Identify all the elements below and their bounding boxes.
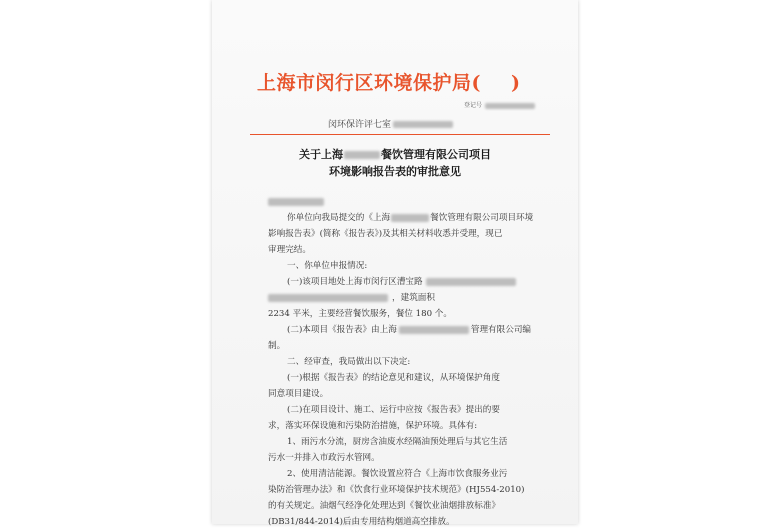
issuer-name: 上海市闵行区环境保护局( bbox=[257, 72, 481, 94]
issuer-header bbox=[257, 68, 557, 95]
body-line: 污水一并排入市政污水管网。 bbox=[268, 453, 380, 463]
body-line: 审理完结。 bbox=[268, 245, 311, 255]
body-line: (二)在项目设计、施工、运行中应按《报告表》提出的要 bbox=[287, 405, 500, 415]
salutation bbox=[268, 194, 324, 210]
title-suffix: 餐饮管理有限公司项目 bbox=[381, 148, 491, 161]
body-line: 制。 bbox=[268, 341, 286, 351]
redacted-address bbox=[426, 278, 516, 286]
redacted-preparer bbox=[399, 326, 469, 334]
redacted-reg-number bbox=[485, 103, 535, 109]
redacted-text bbox=[391, 214, 429, 222]
body-line: 二、经审查，我局做出以下决定: bbox=[287, 357, 411, 367]
doc-number-label: 闵环保许评七室 bbox=[328, 120, 392, 130]
document-title-line2: 环境影响报告表的审批意见 bbox=[329, 165, 461, 178]
issuer-paren-close: ) bbox=[511, 72, 521, 94]
body-line: 2234 平米，主要经营餐饮服务，餐位 180 个。 bbox=[268, 309, 452, 319]
body-line: 一、你单位申报情况: bbox=[287, 261, 368, 271]
title-prefix: 关于上海 bbox=[299, 148, 343, 161]
redacted-doc-number bbox=[393, 121, 453, 128]
redacted-address-cont bbox=[268, 294, 388, 302]
body-line: 影响报告表》(简称《报告表》)及其相关材料收悉并受理，现已 bbox=[268, 229, 503, 239]
body-line: (DB31/844-2014)后由专用结构烟道高空排放。 bbox=[268, 517, 455, 527]
body-line: 染防治管理办法》和《饮食行业环境保护技术规范》(HJ554-2010) bbox=[268, 485, 525, 495]
document-number bbox=[328, 117, 453, 130]
body-line: 的有关规定。油烟气经净化处理达到《餐饮业油烟排放标准》 bbox=[268, 501, 501, 511]
body-line: 2、使用清洁能源。餐饮设置应符合《上海市饮食服务业污 bbox=[287, 469, 508, 479]
body-line: 求，落实环保设施和污染防治措施，保护环境。具体有: bbox=[268, 421, 478, 431]
body-line: 你单位向我局提交的《上海 餐饮管理有限公司项目环境 bbox=[287, 213, 534, 223]
document-page bbox=[212, 0, 578, 527]
redacted-company-name bbox=[344, 151, 380, 159]
body-line: 同意项目建设。 bbox=[268, 389, 329, 399]
body-line: ，建筑面积 bbox=[268, 290, 435, 306]
redacted-addressee bbox=[268, 198, 324, 206]
body-line: (二)本项目《报告表》由上海 管理有限公司编 bbox=[287, 325, 532, 335]
registration-number bbox=[464, 100, 535, 109]
body-line: (一)该项目地处上海市闵行区漕宝路 bbox=[287, 274, 519, 290]
body-line: (一)根据《报告表》的结论意见和建议，从环境保护角度 bbox=[287, 373, 500, 383]
body-line: 1、雨污水分流，厨房含油废水经隔油预处理后与其它生活 bbox=[287, 437, 508, 447]
header-divider bbox=[250, 134, 550, 135]
reg-label: 登记号 bbox=[464, 102, 483, 109]
document-title-line1 bbox=[212, 146, 578, 162]
